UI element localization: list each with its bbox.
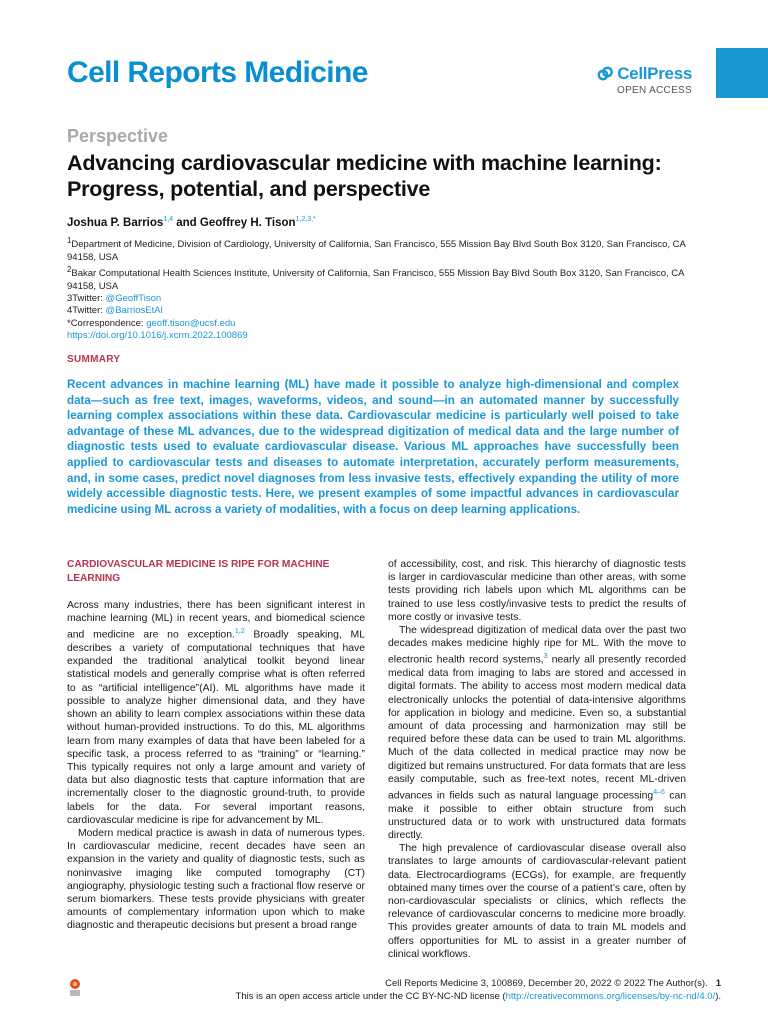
body-paragraph: The widespread digitization of medical data over the past two decades makes medicine highly ripe for ML. With the move to electronic health record systems,$^3$ nearly all presently recorded medical data from imaging to labs are stored and accessed in digital formats. The ability to access most modern medical data electronically unlocks the potential of data-intensive algorithms for application in biology and medicine. Even so, a substantial amount of data processing and harmonization may still be required before these data can be used to train ML algorithms. Much of the data collected in medical practice may now be digitized but remains unstructured. For data formats that are less easily computable, such as free-text notes, recent ML-driven advances in fields such as natural language processing$^{4-6}$ can make it possible to either obtain structure from such unstructured data or to work with unstructured data formats directly.	[388, 625, 687, 841]
twitter-link[interactable]: @BarriosEtAl	[105, 305, 163, 317]
author-line	[67, 216, 316, 229]
license-line: This is an open access article under the CC BY-NC-ND license (http://creativecommons.org/licenses/by-nc-nd/4.0/).	[235, 990, 721, 1002]
body-paragraph: Across many industries, there has been significant interest in machine learning (ML) in recent years, and biomedical science and medicine are no exception.$^{1,2}$ Broadly speaking, ML describes a variety of computational techniques that have expanded the traditional analytical toolkit beyond linear statistical models and generally comprise what is often referred to as “artificial intelligence”(AI). ML algorithms have made it possible to analyze higher dimensional data, and they have shown an ability to learn complex associations within these data without human-provided instructions. To do this, ML algorithms learn from many examples of data that have been labeled for a specific task, a process referred to as “training” or “learning.” This typically requires not only a large amount and variety of data but also diagnostic tests that capture information that are incrementally closer to the diagnostic ground-truth, to provide labels for the data. For several important reasons, cardiovascular medicine is ripe for advancement by ML.	[67, 600, 365, 826]
twitter-line: 4Twitter: @BarriosEtAl	[67, 305, 163, 317]
journal-title: Cell Reports Medicine	[67, 56, 368, 89]
page-number: 1	[715, 978, 721, 989]
author-name: Joshua P. Barrios	[67, 216, 164, 229]
affiliation: $^2$Bakar Computational Health Sciences Institute, University of California, San Francisco, 555 Mission Bay Blvd South Box 3120, San Francisco, CA 94158, USA	[67, 264, 684, 292]
author-affiliation-ref: 1,4	[163, 216, 174, 223]
summary-heading: SUMMARY	[67, 354, 121, 365]
cellpress-logo-icon	[597, 66, 613, 82]
corner-tab	[716, 48, 768, 98]
citation-ref[interactable]: 4–6	[653, 788, 665, 796]
publisher-block	[597, 64, 692, 96]
publisher-name: CellPress	[617, 64, 692, 83]
page-footer	[236, 978, 721, 1003]
affiliations	[67, 235, 707, 343]
body-column-left	[67, 558, 365, 933]
article-type: Perspective	[67, 126, 169, 146]
twitter-link[interactable]: @GeoffTison	[105, 292, 162, 304]
author-affiliation-ref: 1,2,3,*	[295, 216, 316, 223]
doi-line	[67, 330, 707, 342]
summary-text: Recent advances in machine learning (ML) have made it possible to analyze high-dimensional and complex data—such as free text, images, waveforms, videos, and sound—in an automated manner by successfully learning complex associations within these data. Cardiovascular medicine is particularly well poised to take advantage of these ML advances, due to the widespread digitization of medical data and the large number of diagnostic tests used to evaluate cardiovascular disease. Various ML approaches have successfully been applied to cardiovascular tests and diseases to automate interpretation, accurately perform measurements, and, in some cases, predict novel diagnoses from less invasive tests, effectively expanding the utility of more widely accessible diagnostic tests. Here, we present examples of some impactful advances in cardiovascular medicine using ML across a variety of modalities, with a focus on deep learning applications.	[67, 378, 679, 516]
body-paragraph: Modern medical practice is awash in data of numerous types. In cardiovascular medicine, recent decades have seen an expansion in the variety and quality of diagnostic tests, such as noninvasive imaging like computed tomography (CT) angiography, physiologic testing such a fractional flow reserve or serum biomarkers. These tests provide physicians with greater amounts of complementary information upon which to make diagnostic and therapeutic decisions but present a broad range	[67, 827, 365, 932]
body-paragraph: of accessibility, cost, and risk. This hierarchy of diagnostic tests is larger in cardiovascular medicine than other areas, with some tests providing rich labels upon which ML algorithms can be trained to use less costly/invasive tests to predict the results of more costly or invasive tests.	[388, 559, 686, 623]
footer-citation-line	[236, 978, 721, 991]
twitter-line: 3Twitter: @GeoffTison	[67, 292, 162, 304]
check-for-updates-icon[interactable]	[68, 978, 82, 998]
license-link[interactable]: http://creativecommons.org/licenses/by-nc-nd/4.0/	[505, 990, 716, 1002]
doi-link[interactable]: https://doi.org/10.1016/j.xcrm.2022.100869	[67, 330, 248, 342]
affiliation: $^1$Department of Medicine, Division of Cardiology, University of California, San Francisco, 555 Mission Bay Blvd South Box 3120, San Francisco, CA 94158, USA	[67, 236, 686, 263]
citation-ref[interactable]: 3	[543, 653, 548, 661]
body-column-right	[388, 558, 686, 961]
article-title: Advancing cardiovascular medicine with machine learning: Progress, potential, and perspective	[67, 151, 662, 201]
section-heading: CARDIOVASCULAR MEDICINE IS RIPE FOR MACHINE LEARNING	[67, 559, 330, 584]
body-paragraph: The high prevalence of cardiovascular disease overall also translates to large amounts of cardiovascular-relevant patient data. Electrocardiograms (ECGs), for example, are frequently obtained many times over the course of a patient’s care, often by non-cardiovascular specialists or clinics, which reflects the relevance of cardiovascular concerns to medicine more broadly. This provides greater amounts of data to train ML models and offers opportunities for ML to assist in a greater number of clinical workflows.	[388, 843, 686, 960]
author-name: Geoffrey H. Tison	[199, 216, 296, 229]
citation-ref[interactable]: 1,2	[234, 628, 245, 636]
footer-citation: Cell Reports Medicine 3, 100869, December 20, 2022 © 2022 The Author(s).	[385, 978, 708, 989]
correspondence-line: *Correspondence: geoff.tison@ucsf.edu	[67, 317, 236, 329]
author-conjunction: and	[173, 216, 200, 229]
open-access-label: OPEN ACCESS	[617, 85, 692, 96]
email-link[interactable]: geoff.tison@ucsf.edu	[146, 317, 236, 329]
